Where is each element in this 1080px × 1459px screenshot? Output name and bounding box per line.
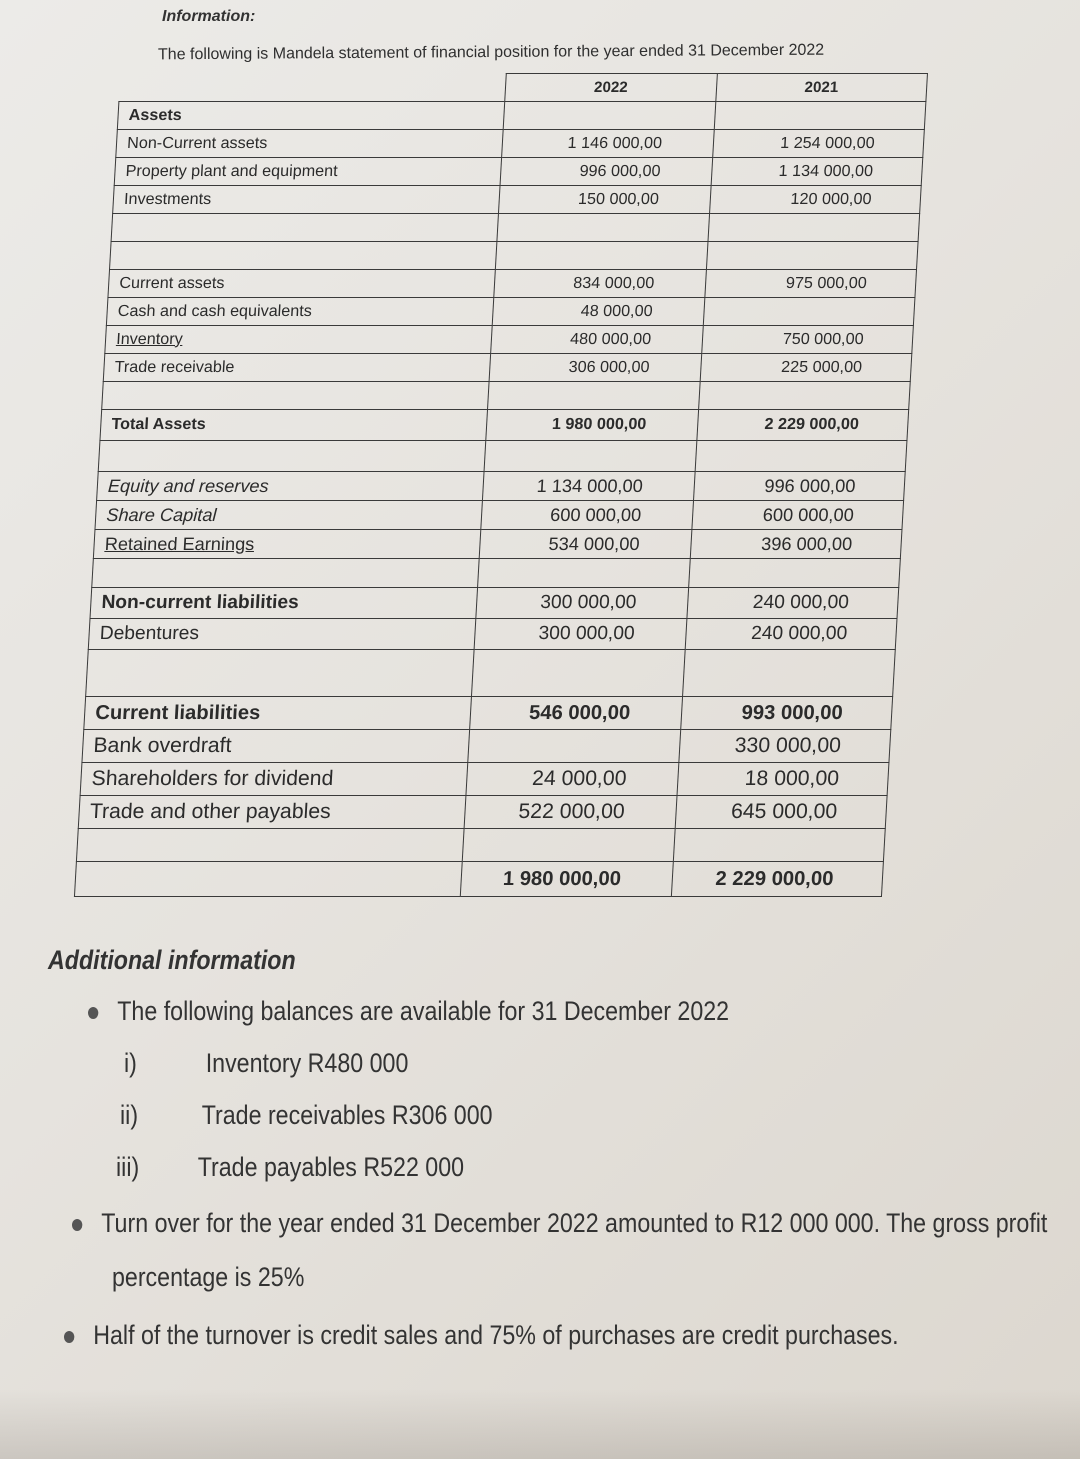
bullet-credit-sales: Half of the turnover is credit sales and 75% of purchases are credit purchases. <box>64 1320 899 1351</box>
table-row: Non-Current assets 1 146 000,00 1 254 000,00 <box>116 130 925 158</box>
table-row <box>111 214 920 242</box>
table-row: Equity and reserves 1 134 000,00 996 000,00 <box>97 472 906 501</box>
table-row: Inventory 480 000,00 750 000,00 <box>105 326 914 354</box>
table-row <box>98 441 907 472</box>
table-row: Property plant and equipment 996 000,00 1 134 000,00 <box>114 158 923 186</box>
intro-text: The following is Mandela statement of financial position for the year ended 31 December 2022 <box>157 41 825 64</box>
sub-item-iii: iii) Trade payables R522 000 <box>116 1152 465 1182</box>
table-row: Bank overdraft 330 000,00 <box>82 730 891 763</box>
table-row <box>86 650 896 697</box>
bullet-balances: The following balances are available for 31 December 2022 <box>88 996 729 1027</box>
table-row: Trade and other payables 522 000,00 645 000,00 <box>78 796 887 829</box>
table-row: Current assets 834 000,00 975 000,00 <box>108 270 917 298</box>
bullet-dot-icon <box>88 1007 98 1019</box>
table-row <box>76 829 885 862</box>
table-row <box>110 242 919 270</box>
table-row: Total Assets 1 980 000,00 2 229 000,00 <box>100 410 909 441</box>
table-row <box>102 382 911 410</box>
table-row: Cash and cash equivalents 48 000,00 <box>106 298 915 326</box>
bullet-dot-icon <box>64 1331 74 1343</box>
table-row: Retained Earnings 534 000,00 396 000,00 <box>93 530 902 559</box>
page-shadow <box>0 1389 1080 1459</box>
table-row: Investments 150 000,00 120 000,00 <box>113 186 922 214</box>
information-label: Information: <box>162 8 256 25</box>
table-row <box>92 559 901 588</box>
table-header-row <box>119 74 928 102</box>
table-row: Debentures 300 000,00 240 000,00 <box>88 619 897 650</box>
bullet-dot-icon <box>72 1219 82 1231</box>
col-2022: 2022 <box>505 74 717 102</box>
table-total-row: 1 980 000,00 2 229 000,00 <box>74 862 883 897</box>
table-row: Non-current liabilities 300 000,00 240 000,00 <box>90 588 899 619</box>
table-row: Share Capital 600 000,00 600 000,00 <box>95 501 904 530</box>
financial-position-table <box>74 73 928 897</box>
table-row: Trade receivable 306 000,00 225 000,00 <box>103 354 912 382</box>
table-row: Current liabilities 546 000,00 993 000,00 <box>84 697 893 730</box>
sub-item-ii: ii) Trade receivables R306 000 <box>120 1100 493 1130</box>
bullet-turnover-cont: percentage is 25% <box>112 1262 305 1292</box>
table-row: Assets <box>117 102 926 130</box>
bullet-turnover: Turn over for the year ended 31 December 2022 amounted to R12 000 000. The gross profit <box>72 1208 1047 1239</box>
col-2021: 2021 <box>715 74 927 102</box>
sub-item-i: i) Inventory R480 000 <box>124 1048 409 1078</box>
table-row: Shareholders for dividend 24 000,00 18 000,00 <box>80 763 889 796</box>
additional-info-title: Additional information <box>48 945 296 975</box>
